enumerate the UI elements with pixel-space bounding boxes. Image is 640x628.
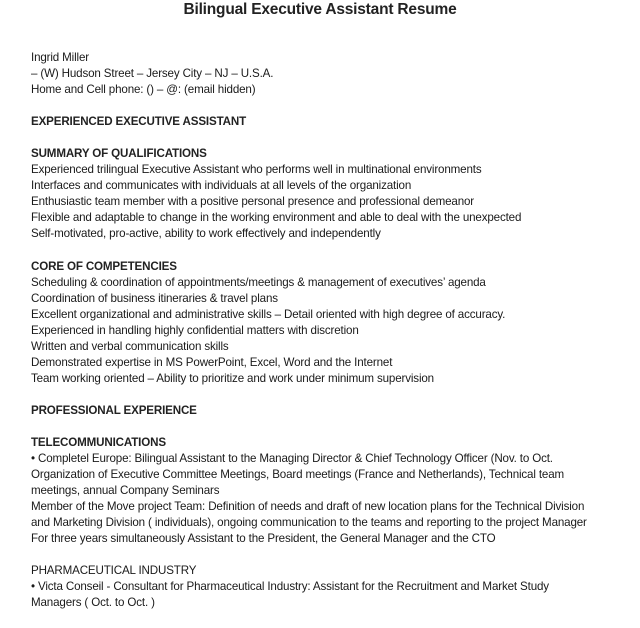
competency-item: Experienced in handling highly confidential matters with discretion: [31, 324, 359, 337]
summary-heading: SUMMARY OF QUALIFICATIONS: [31, 147, 207, 160]
pharma-heading: PHARMACEUTICAL INDUSTRY: [31, 564, 197, 577]
pharma-section: [31, 563, 631, 611]
competencies-heading: CORE OF COMPETENCIES: [31, 260, 177, 273]
competency-item: Team working oriented – Ability to prioritize and work under minimum supervision: [31, 372, 434, 385]
summary-item: Flexible and adaptable to change in the working environment and able to deal with the unexpected: [31, 211, 522, 224]
contact-name: Ingrid Miller: [31, 51, 89, 64]
competencies-list: [31, 275, 631, 387]
telecom-duty: Organization of Executive Committee Meetings, Board meetings (France and Netherlands), Technical team meetings, annual Company Seminars: [31, 468, 565, 497]
telecom-heading: TELECOMMUNICATIONS: [31, 436, 166, 449]
competency-item: Scheduling & coordination of appointments/meetings & management of executives’ agenda: [31, 276, 486, 289]
spacer: [31, 130, 631, 146]
spacer: [31, 387, 631, 403]
contact-block: [31, 50, 631, 98]
summary-item: Self-motivated, pro-active, ability to work effectively and independently: [31, 227, 381, 240]
contact-address: – (W) Hudson Street – Jersey City – NJ – U.S.A.: [31, 67, 274, 80]
competency-item: Written and verbal communication skills: [31, 340, 229, 353]
telecom-section: [31, 435, 631, 547]
competency-item: Demonstrated expertise in MS PowerPoint, Excel, Word and the Internet: [31, 356, 393, 369]
telecom-duty: Member of the Move project Team: Definition of needs and draft of new location plans for the Technical Division and Marketing Division ( individuals), ongoing communication to the teams and reporting to the project Manager: [31, 500, 587, 529]
summary-item: Experienced trilingual Executive Assistant who performs well in multinational environments: [31, 163, 482, 176]
telecom-role: • Completel Europe: Bilingual Assistant to the Managing Director & Chief Technology Officer (Nov. to Oct.: [31, 452, 553, 465]
competencies-section: [31, 259, 631, 387]
telecom-duty: For three years simultaneously Assistant to the President, the General Manager and the CTO: [31, 532, 496, 545]
resume-body: [31, 50, 631, 611]
competency-item: Excellent organizational and administrative skills – Detail oriented with high degree of accuracy.: [31, 308, 506, 321]
document-title: Bilingual Executive Assistant Resume: [183, 1, 457, 18]
competency-item: Coordination of business itineraries & travel plans: [31, 292, 278, 305]
summary-item: Interfaces and communicates with individuals at all levels of the organization: [31, 179, 412, 192]
objective-heading: EXPERIENCED EXECUTIVE ASSISTANT: [31, 115, 247, 128]
contact-phone: Home and Cell phone: () – @: (email hidden): [31, 83, 256, 96]
pharma-role: • Victa Conseil - Consultant for Pharmaceutical Industry: Assistant for the Recruitment and Market Study Managers ( Oct. to Oct. ): [31, 580, 549, 609]
spacer: [31, 419, 631, 435]
summary-item: Enthusiastic team member with a positive personal presence and professional demeanor: [31, 195, 475, 208]
spacer: [31, 547, 631, 563]
spacer: [31, 242, 631, 259]
summary-list: [31, 162, 631, 242]
spacer: [31, 98, 631, 114]
experience-heading: PROFESSIONAL EXPERIENCE: [31, 404, 197, 417]
summary-section: [31, 146, 631, 242]
